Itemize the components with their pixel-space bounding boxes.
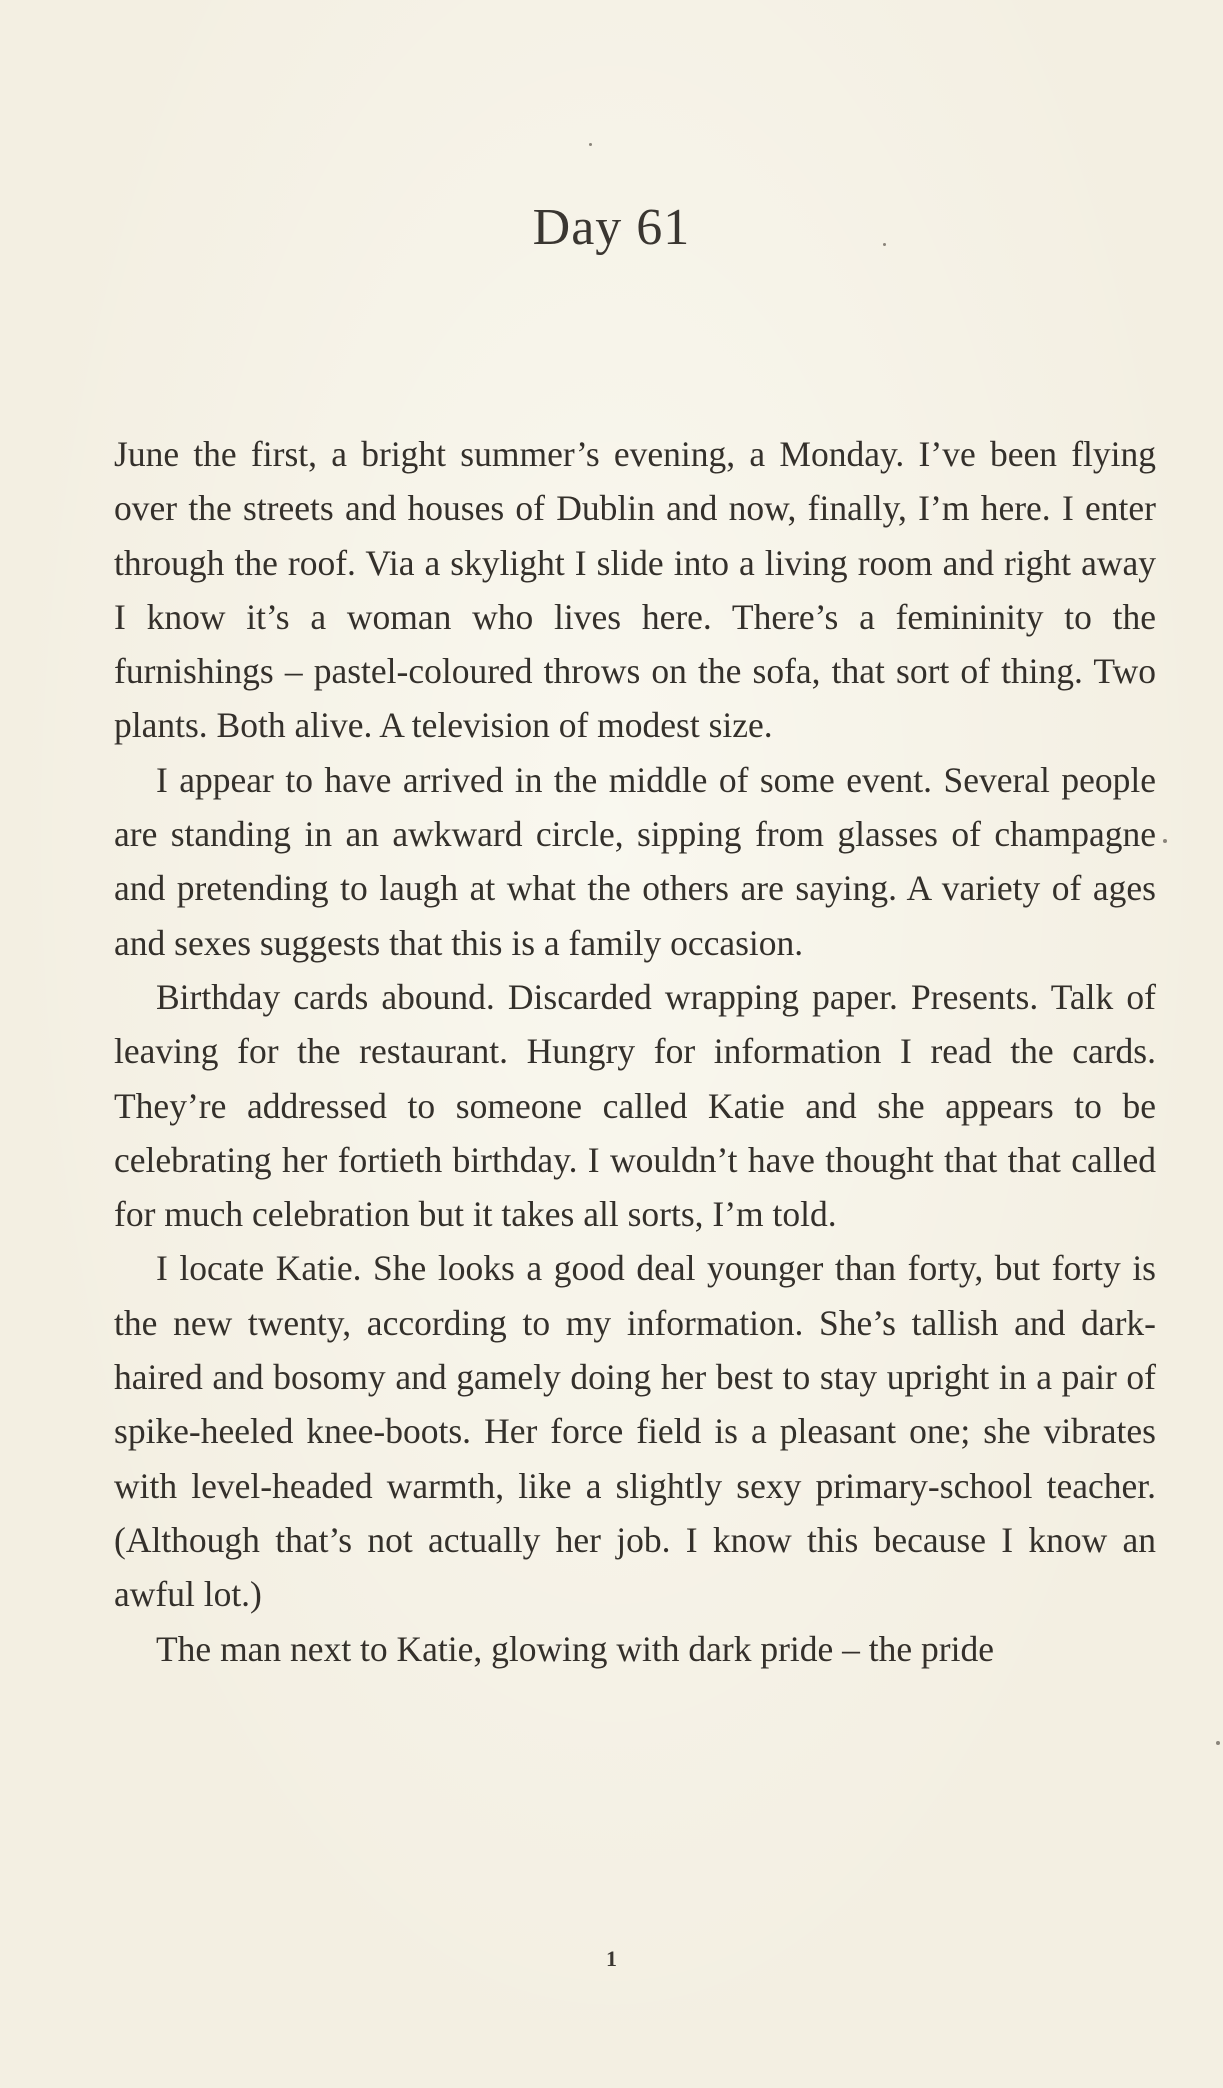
paragraph: The man next to Katie, glowing with dark pride – the pride	[156, 1628, 994, 1669]
paragraph: I locate Katie. She looks a good deal younger than forty, but forty is the new twenty, according to my information. She’s tallish and dark-haired and bosomy and gamely doing her best to stay upright in a pair of spike-heeled knee-boots. Her force field is a pleasant one; she vibrates with level-headed warmth, like a slightly sexy primary-school teacher. (Although that’s not actually her job. I know this because I know an awful lot.)	[114, 1248, 1156, 1615]
paragraph: June the first, a bright summer’s evening, a Monday. I’ve been flying over the streets and houses of Dublin and now, finally, I’m here. I enter through the roof. Via a skylight I slide into a living room and right away I know it’s a woman who lives here. There’s a femininity to the furnishings – pastel-coloured throws on the sofa, that sort of thing. Two plants. Both alive. A television of modest size.	[114, 434, 1156, 746]
ink-speck	[589, 143, 592, 146]
ink-speck	[1163, 839, 1167, 843]
paragraph: I appear to have arrived in the middle of some event. Several people are standing in an awkward circle, sipping from glasses of champagne and pretending to laugh at what the others are saying. A variety of ages and sexes suggests that this is a family occasion.	[114, 759, 1156, 963]
ink-speck	[1216, 1741, 1220, 1745]
body-text	[114, 427, 1156, 1676]
page-number: 1	[606, 1946, 617, 1971]
chapter-title: Day 61	[532, 199, 691, 256]
paragraph: Birthday cards abound. Discarded wrapping paper. Presents. Talk of leaving for the restaurant. Hungry for information I read the cards. They’re addressed to someone called Katie and she appears to be celebrating her fortieth birthday. I wouldn’t have thought that that called for much celebration but it takes all sorts, I’m told.	[114, 976, 1156, 1235]
